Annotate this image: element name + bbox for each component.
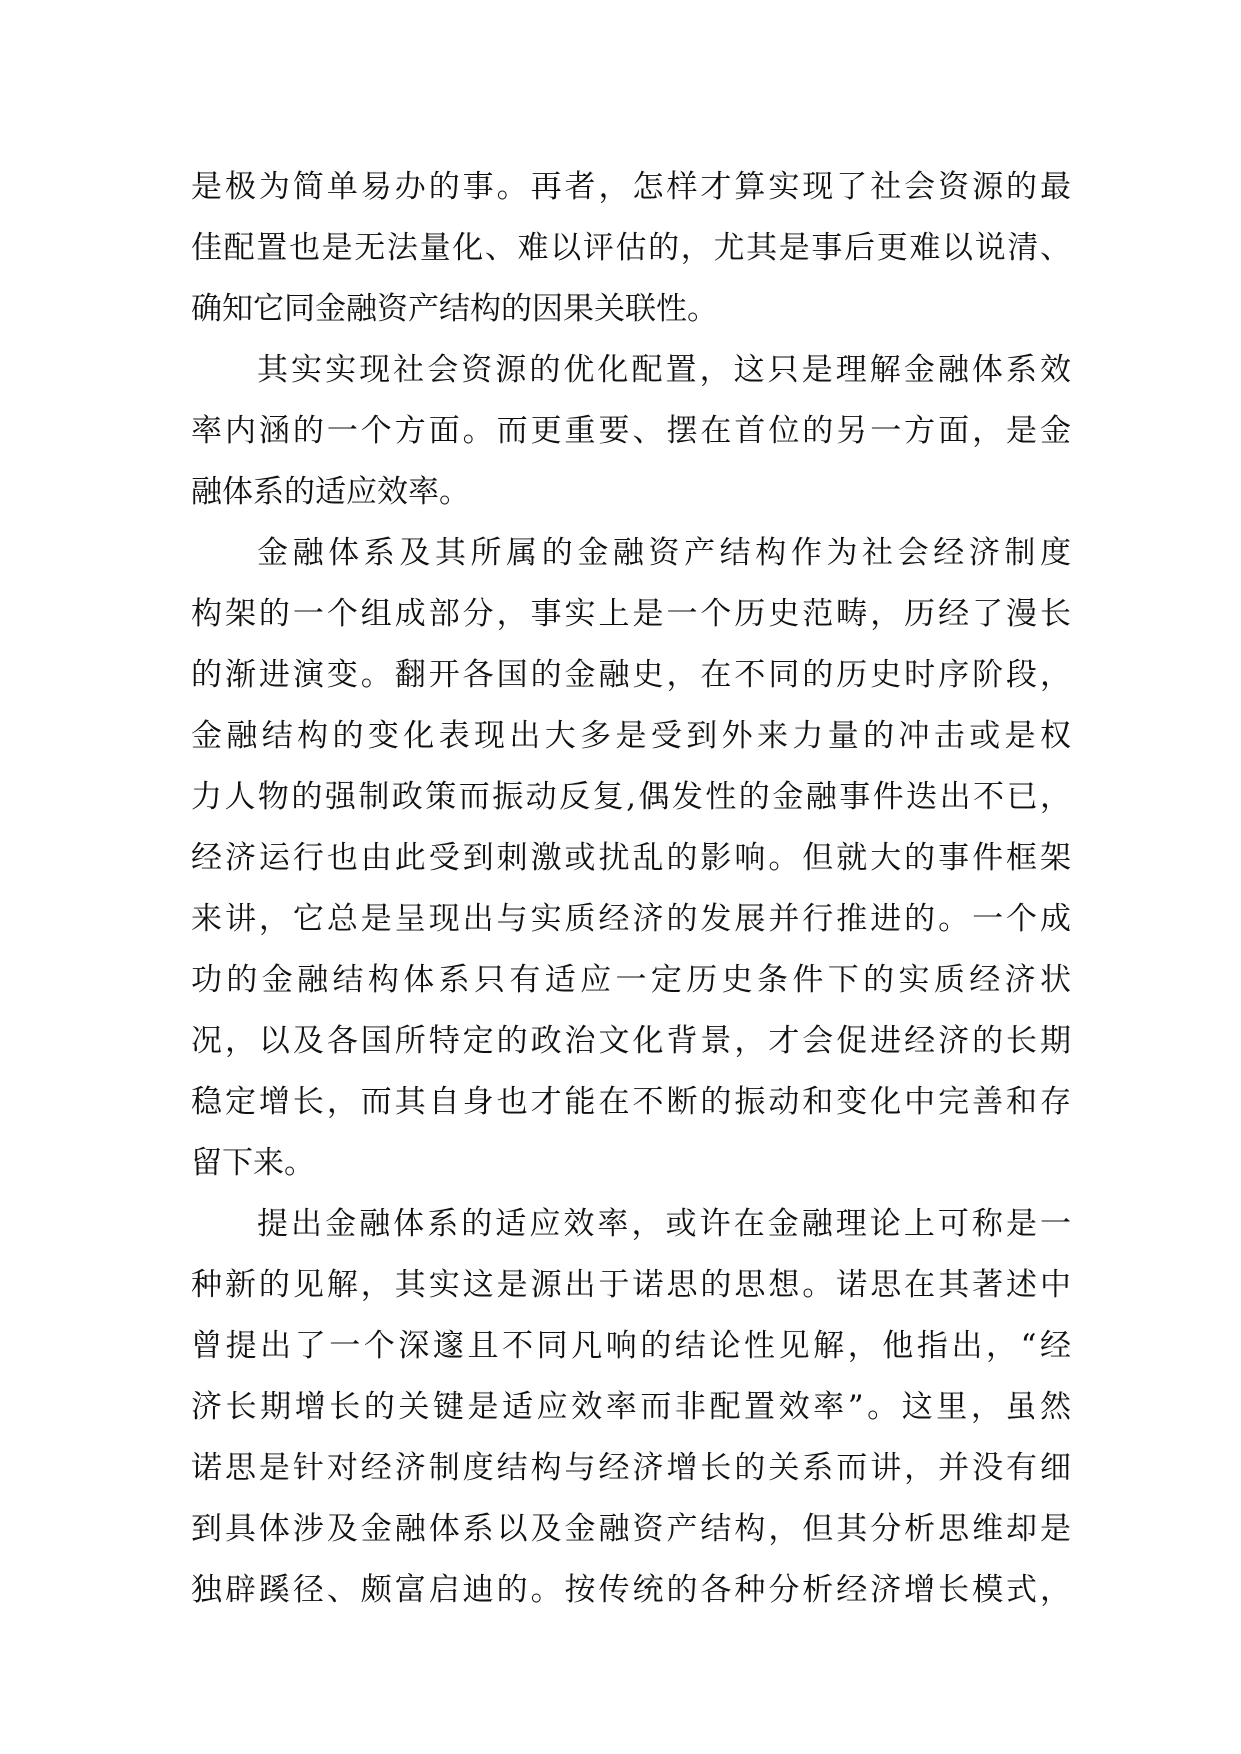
text-line: 佳配置也是无法量化、难以评估的，尤其是事后更难以说清、 xyxy=(191,230,1071,266)
text-line: 融体系的适应效率。 xyxy=(191,474,470,510)
text-line: 其实实现社会资源的优化配置，这只是理解金融体系效 xyxy=(257,352,1071,388)
text-line: 独辟蹊径、颇富启迪的。按传统的各种分析经济增长模式， xyxy=(191,1572,1071,1608)
text-line: 稳定增长，而其自身也才能在不断的振动和变化中完善和存 xyxy=(191,1084,1071,1120)
text-line: 留下来。 xyxy=(191,1145,315,1181)
text-line: 诺思是针对经济制度结构与经济增长的关系而讲，并没有细 xyxy=(191,1450,1071,1486)
text-line: 来讲，它总是呈现出与实质经济的发展并行推进的。一个成 xyxy=(191,901,1071,937)
text-line: 是极为简单易办的事。再者，怎样才算实现了社会资源的最 xyxy=(191,169,1071,205)
text-line: 功的金融结构体系只有适应一定历史条件下的实质经济状 xyxy=(191,962,1071,998)
text-line: 力人物的强制政策而振动反复,偶发性的金融事件迭出不已， xyxy=(191,779,1071,815)
text-line: 构架的一个组成部分，事实上是一个历史范畴，历经了漫长 xyxy=(191,596,1071,632)
text-line: 经济运行也由此受到刺激或扰乱的影响。但就大的事件框架 xyxy=(191,840,1071,876)
text-line: 的渐进演变。翻开各国的金融史，在不同的历史时序阶段， xyxy=(191,657,1071,693)
text-line: 金融结构的变化表现出大多是受到外来力量的冲击或是权 xyxy=(191,718,1071,754)
text-line: 确知它同金融资产结构的因果关联性。 xyxy=(191,291,718,327)
document-body xyxy=(191,157,1071,1621)
text-line: 提出金融体系的适应效率，或许在金融理论上可称是一 xyxy=(257,1206,1071,1242)
text-line: 金融体系及其所属的金融资产结构作为社会经济制度 xyxy=(257,535,1071,571)
text-line: 曾提出了一个深邃且不同凡响的结论性见解，他指出，“经 xyxy=(191,1328,1071,1364)
text-line: 况，以及各国所特定的政治文化背景，才会促进经济的长期 xyxy=(191,1023,1071,1059)
text-line: 种新的见解，其实这是源出于诺思的思想。诺思在其著述中 xyxy=(191,1267,1071,1303)
text-line: 到具体涉及金融体系以及金融资产结构，但其分析思维却是 xyxy=(191,1511,1071,1547)
text-line: 率内涵的一个方面。而更重要、摆在首位的另一方面，是金 xyxy=(191,413,1071,449)
text-line: 济长期增长的关键是适应效率而非配置效率”。这里，虽然 xyxy=(191,1389,1071,1425)
